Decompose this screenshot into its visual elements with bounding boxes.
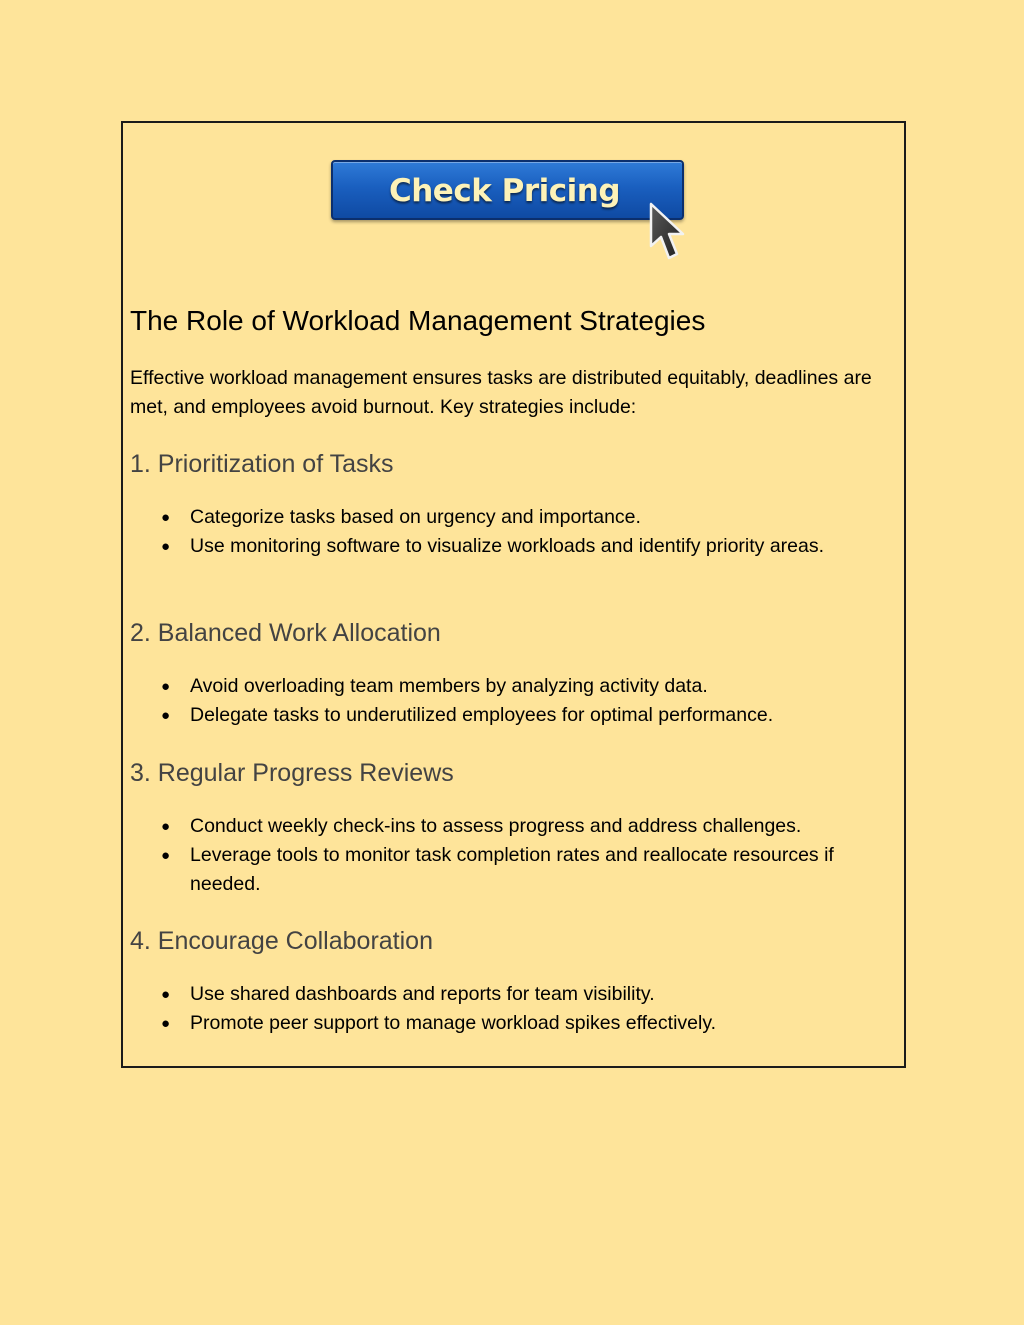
bullet-icon: ●: [161, 986, 171, 1003]
intro-paragraph: Effective workload management ensures tasks are distributed equitably, deadlines are met, and employees avoid burnout. Key strategies include:: [130, 367, 872, 418]
list-item-text: Use monitoring software to visualize workloads and identify priority areas.: [190, 535, 825, 557]
list-item: [130, 1009, 900, 1038]
check-pricing-cta[interactable]: [331, 160, 691, 264]
cursor-arrow-icon: [649, 202, 689, 264]
bullet-icon: ●: [161, 847, 171, 864]
section-list-collaboration: [130, 980, 900, 1038]
bullet-icon: ●: [161, 538, 171, 555]
list-item-text: Conduct weekly check-ins to assess progress and address challenges.: [190, 815, 802, 837]
bullet-icon: ●: [161, 818, 171, 835]
list-item-text: Leverage tools to monitor task completion rates and reallocate resources if needed.: [190, 844, 834, 895]
list-item: [130, 532, 900, 561]
list-item: [130, 980, 900, 1009]
check-pricing-label: Check Pricing: [388, 173, 621, 209]
page-title: The Role of Workload Management Strategies: [130, 305, 706, 336]
bullet-icon: ●: [161, 1015, 171, 1032]
list-item: [130, 701, 900, 730]
list-item: [130, 672, 900, 701]
check-pricing-button[interactable]: [331, 160, 684, 220]
list-item: [130, 841, 900, 899]
list-item-text: Use shared dashboards and reports for team visibility.: [190, 983, 655, 1005]
list-item: [130, 503, 900, 532]
list-item-text: Avoid overloading team members by analyzing activity data.: [190, 675, 708, 697]
list-item-text: Delegate tasks to underutilized employees for optimal performance.: [190, 704, 774, 726]
section-list-reviews: [130, 812, 900, 899]
list-item: [130, 812, 900, 841]
section-list-allocation: [130, 672, 900, 730]
bullet-icon: ●: [161, 678, 171, 695]
list-item-text: Categorize tasks based on urgency and importance.: [190, 506, 641, 528]
section-heading-collaboration: 4. Encourage Collaboration: [130, 927, 433, 955]
section-list-prioritization: [130, 503, 900, 561]
list-item-text: Promote peer support to manage workload spikes effectively.: [190, 1012, 717, 1034]
bullet-icon: ●: [161, 509, 171, 526]
section-heading-prioritization: 1. Prioritization of Tasks: [130, 450, 394, 478]
section-heading-reviews: 3. Regular Progress Reviews: [130, 759, 454, 787]
bullet-icon: ●: [161, 707, 171, 724]
section-heading-allocation: 2. Balanced Work Allocation: [130, 619, 441, 647]
